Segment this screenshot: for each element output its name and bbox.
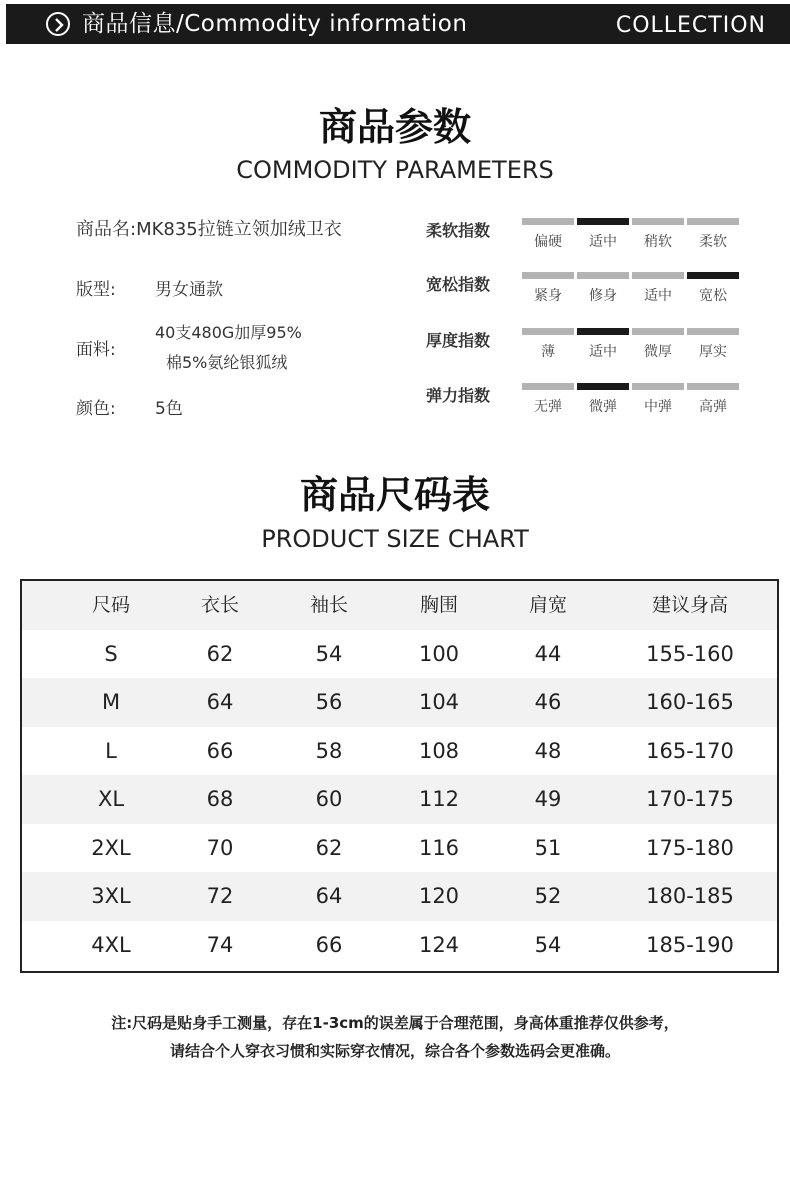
table-cell: 180-185: [646, 884, 734, 908]
note-line-2: 请结合个人穿衣习惯和实际穿衣情况，综合各个参数选码会更准确。: [169, 1042, 620, 1060]
index-option: 稍软: [644, 234, 672, 250]
table-cell: XL: [97, 787, 125, 811]
fit-value: 男女通款: [155, 280, 223, 300]
color-value: 5色: [155, 399, 183, 419]
table-row: [22, 775, 777, 824]
fabric-line1: 40支480G加厚95%: [155, 323, 302, 342]
table-cell: 108: [418, 738, 460, 763]
index-option: 厚实: [699, 344, 727, 360]
table-cell: 60: [315, 787, 343, 811]
fabric-label: 面料:: [76, 340, 116, 360]
table-cell: 54: [315, 641, 343, 666]
table-header-cell: 肩宽: [528, 594, 567, 616]
index-bar: [687, 218, 739, 225]
table-cell: 72: [206, 884, 234, 908]
index-label: 厚度指数: [426, 331, 491, 350]
fit-label: 版型:: [76, 280, 116, 300]
table-cell: 52: [534, 884, 562, 908]
index-option: 适中: [644, 288, 672, 304]
table-header-cell: 尺码: [91, 594, 130, 616]
index-bar-selected: [577, 383, 629, 390]
index-label: 柔软指数: [426, 221, 491, 240]
chevron-right-icon: [46, 12, 70, 36]
product-name: 商品名:MK835拉链立领加绒卫衣: [76, 219, 342, 240]
table-cell: 48: [534, 738, 562, 763]
table-cell: 175-180: [646, 835, 734, 860]
table-cell: 49: [534, 787, 562, 811]
index-bar: [522, 218, 574, 225]
header-collection: COLLECTION: [615, 13, 766, 38]
table-cell: L: [105, 738, 117, 763]
index-bar: [522, 272, 574, 279]
table-cell: 56: [315, 690, 343, 714]
table-header-row: [22, 581, 777, 630]
index-option: 无弹: [534, 399, 562, 415]
table-cell: 104: [418, 690, 460, 714]
index-bar: [632, 328, 684, 335]
table-row: [22, 921, 777, 970]
table-cell: M: [101, 690, 121, 714]
table-cell: 4XL: [91, 932, 131, 957]
params-subtitle: COMMODITY PARAMETERS: [236, 156, 554, 184]
index-bar-selected: [687, 272, 739, 279]
index-option: 薄: [541, 344, 555, 360]
index-option: 修身: [589, 288, 617, 304]
table-header-cell: 胸围: [419, 594, 458, 616]
params-title: 商品参数: [318, 105, 471, 149]
index-bar: [687, 383, 739, 390]
size-table: [20, 579, 779, 973]
table-cell: 160-165: [646, 690, 734, 714]
size-subtitle: PRODUCT SIZE CHART: [261, 525, 529, 553]
index-bar: [522, 383, 574, 390]
fabric-line2: 棉5%氨纶银狐绒: [166, 353, 288, 372]
note-line-1: 注:尺码是贴身手工测量，存在1-3cm的误差属于合理范围，身高体重推荐仅供参考，: [111, 1014, 679, 1032]
table-header-cell: 袖长: [309, 594, 348, 616]
table-cell: 74: [206, 932, 234, 957]
table-cell: 62: [206, 641, 234, 666]
table-cell: 3XL: [91, 884, 131, 908]
table-row: [22, 678, 777, 727]
table-cell: 46: [534, 690, 562, 714]
table-cell: 185-190: [646, 932, 734, 957]
table-row: [22, 872, 777, 921]
index-bar: [577, 272, 629, 279]
index-option: 微弹: [589, 399, 617, 415]
table-row: [22, 630, 777, 679]
table-cell: 68: [206, 787, 234, 811]
index-option: 中弹: [644, 399, 672, 415]
index-bar-selected: [577, 328, 629, 335]
color-label: 颜色:: [76, 399, 116, 419]
table-cell: 155-160: [646, 641, 734, 666]
index-bar-selected: [577, 218, 629, 225]
table-cell: 120: [418, 884, 460, 908]
index-option: 高弹: [699, 399, 727, 415]
table-cell: 70: [206, 835, 234, 860]
index-bar: [632, 383, 684, 390]
table-cell: 66: [315, 932, 343, 957]
table-row: [22, 824, 777, 873]
table-cell: 51: [534, 835, 562, 860]
header-title: 商品信息/Commodity information: [82, 11, 468, 37]
index-option: 柔软: [699, 234, 727, 250]
table-header-cell: 衣长: [200, 594, 239, 616]
header-bar: [6, 4, 790, 44]
index-label: 宽松指数: [426, 275, 491, 294]
index-bar: [687, 328, 739, 335]
index-option: 适中: [589, 344, 617, 360]
table-cell: 44: [534, 641, 562, 666]
index-option: 紧身: [534, 288, 562, 304]
table-cell: 62: [315, 835, 343, 860]
table-cell: 112: [418, 787, 460, 811]
table-cell: 66: [206, 738, 234, 763]
index-option: 偏硬: [534, 234, 562, 250]
index-option: 微厚: [644, 344, 672, 360]
index-label: 弹力指数: [426, 386, 491, 405]
index-bar: [632, 272, 684, 279]
table-cell: 54: [534, 932, 562, 957]
table-cell: 170-175: [646, 787, 734, 811]
index-bar: [632, 218, 684, 225]
table-cell: 124: [418, 932, 460, 957]
index-option: 宽松: [699, 288, 727, 304]
index-bar: [522, 328, 574, 335]
table-row: [22, 727, 777, 776]
table-cell: 64: [315, 884, 343, 908]
table-cell: 165-170: [646, 738, 734, 763]
table-cell: 64: [206, 690, 234, 714]
table-cell: S: [104, 641, 118, 666]
index-option: 适中: [589, 234, 617, 250]
table-header-cell: 建议身高: [651, 594, 728, 616]
table-cell: 2XL: [91, 835, 131, 860]
table-cell: 116: [418, 835, 460, 860]
size-title: 商品尺码表: [299, 473, 490, 517]
table-cell: 58: [315, 738, 343, 763]
table-cell: 100: [418, 641, 460, 666]
